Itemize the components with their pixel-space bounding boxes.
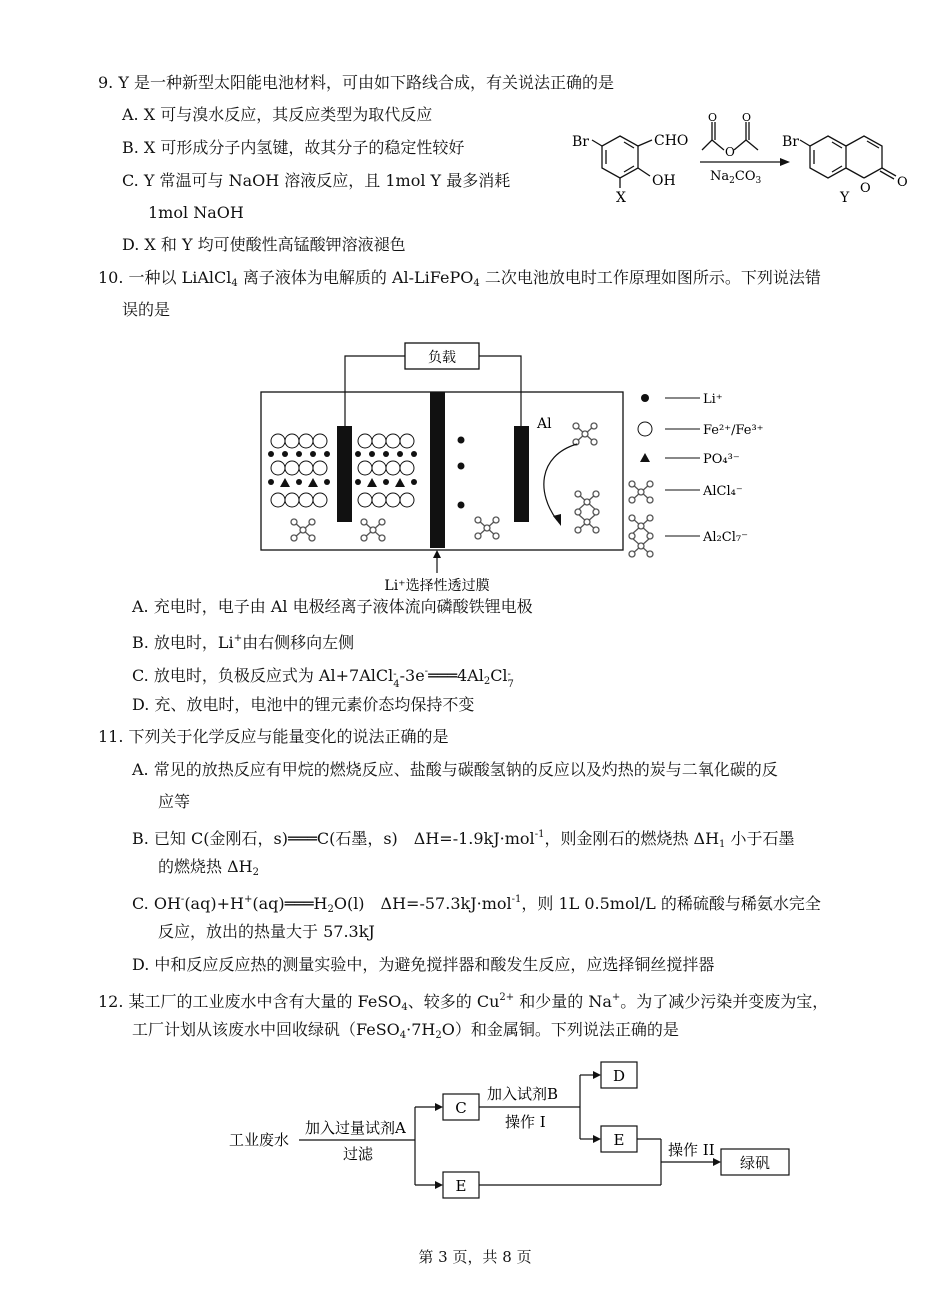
flow-e-lower-label: E xyxy=(455,1177,467,1195)
flow-waste-label: 工业废水 xyxy=(229,1131,290,1149)
y-ring-o: O xyxy=(860,181,871,196)
x-oh-label: OH xyxy=(652,173,676,189)
q11-option-d: D. 中和反应反应热的测量实验中，为避免搅拌器和酸发生反应，应选择铜丝搅拌器 xyxy=(132,955,715,974)
flow-e-upper-label: E xyxy=(613,1131,625,1149)
x-compound-label: X xyxy=(616,190,626,206)
legend-alcl4-marker xyxy=(629,481,653,503)
al-label: Al xyxy=(537,416,552,432)
flow-c-label: C xyxy=(455,1099,467,1117)
legend-fe-label: Fe²⁺/Fe³⁺ xyxy=(703,423,764,438)
battery-diagram xyxy=(255,340,795,595)
left-wire xyxy=(345,356,405,430)
reagent-na2co3: $Na_2CO_3$ xyxy=(710,169,762,186)
q11-option-a: A. 常见的放热反应有甲烷的燃烧反应、盐酸与碳酸氢钠的反应以及灼热的炭与二氧化碳的反 xyxy=(132,760,778,779)
legend-po4-marker xyxy=(640,453,650,462)
q9-reaction-scheme xyxy=(560,110,920,210)
q10-option-b: B. 放电时，Li+由右侧移向左侧 xyxy=(132,633,355,652)
x-br-label: Br xyxy=(572,134,589,150)
legend-po4-label: PO₄³⁻ xyxy=(703,452,740,467)
right-wire xyxy=(479,356,521,430)
flow-op1-label: 操作 I xyxy=(505,1113,546,1131)
y-compound-label: Y xyxy=(840,190,850,206)
q10-option-d: D. 充、放电时，电池中的锂元素价态均保持不变 xyxy=(132,695,475,714)
membrane-pointer-head xyxy=(433,550,441,558)
lifepo4-electrode xyxy=(337,426,352,522)
legend-al2cl7-marker xyxy=(629,515,653,557)
q11-option-b: B. 已知 C(金刚石，s)═══C(石墨，s) ΔH=-1.9kJ·mol$^{-1}$，则金刚石的燃烧热 $\Delta H_1$ 小于石墨 xyxy=(132,829,795,850)
q9-option-c-cont: 1mol NaOH xyxy=(148,203,244,222)
lifepo4-lattice-right xyxy=(358,434,414,507)
legend-li-marker xyxy=(641,394,649,402)
flow-product-label: 绿矾 xyxy=(739,1154,771,1172)
compound-x xyxy=(592,136,652,188)
reaction-arrowhead xyxy=(780,158,790,166)
q11-option-a-cont: 应等 xyxy=(158,792,191,811)
q10-option-c: C. 放电时，负极反应式为 Al+7AlCl- $4-3e^-═══4Al_2Cl-$ 7 xyxy=(132,666,514,690)
flow-reagent-b-label: 加入试剂B xyxy=(487,1085,559,1103)
membrane xyxy=(430,392,445,548)
legend xyxy=(629,392,764,557)
legend-fe-marker xyxy=(638,422,652,436)
legend-alcl4-label: AlCl₄⁻ xyxy=(703,484,743,499)
q12-stem-cont: 工厂计划从该废水中回收绿矾$(FeSO_4\cdot 7H_2O)$和金属铜。下列说法正确的是 xyxy=(132,1020,679,1041)
curved-arrowhead xyxy=(553,514,561,526)
membrane-label: Li⁺选择性透过膜 xyxy=(384,578,490,594)
compound-y xyxy=(800,136,896,179)
q9-option-a: A. X 可与溴水反应，其反应类型为取代反应 xyxy=(122,105,433,124)
q11-option-c: C. $OH^-(aq)+H^+(aq)═══H_2O(l)$ ΔH=-57.3kJ·mol$^{-1}$，则 1L 0.5mol/L 的稀硫酸与稀氨水完全 xyxy=(132,894,821,915)
flow-filter-label: 过滤 xyxy=(343,1145,374,1163)
q10-option-a: A. 充电时，电子由 Al 电极经离子液体流向磷酸铁锂电极 xyxy=(132,597,533,616)
q11-stem: 11. 下列关于化学反应与能量变化的说法正确的是 xyxy=(98,727,449,746)
lifepo4-lattice-left xyxy=(271,434,327,507)
anhydride-o-top-1: O xyxy=(708,111,718,124)
q9-stem: 9. Y 是一种新型太阳能电池材料，可由如下路线合成，有关说法正确的是 xyxy=(98,73,615,92)
q11-option-c-cont: 反应，放出的热量大于 57.3kJ xyxy=(158,922,375,941)
q9-option-d: D. X 和 Y 均可使酸性高锰酸钾溶液褪色 xyxy=(122,235,406,254)
process-flow-diagram xyxy=(225,1055,805,1205)
li-ions-electrolyte xyxy=(458,437,465,509)
y-br-label: Br xyxy=(782,134,799,150)
al2cl7-molecule xyxy=(575,491,599,533)
q12-stem: 12. 某工厂的工业废水中含有大量的 FeSO$_4$、较多的 $Cu^{2+}$ 和少量的 Na+。为了减少污染并变废为宝， xyxy=(98,992,829,1013)
legend-al2cl7-label: Al₂Cl₇⁻ xyxy=(703,530,748,545)
legend-li-label: Li⁺ xyxy=(703,392,723,407)
reaction-curved-arrow xyxy=(544,444,577,520)
anhydride-o: O xyxy=(725,145,735,159)
flow-op2-label: 操作 II xyxy=(668,1141,715,1159)
q11-option-b-cont: 的燃烧热 $\Delta H_2$ xyxy=(158,857,259,878)
y-keto-o: O xyxy=(897,175,908,190)
q10-stem-cont: 误的是 xyxy=(122,300,171,319)
page-footer: 第 3 页，共 8 页 xyxy=(418,1248,532,1266)
q9-option-c: C. Y 常温可与 NaOH 溶液反应，且 1mol Y 最多消耗 xyxy=(122,171,511,190)
anhydride-o-top-2: O xyxy=(742,111,752,124)
x-cho-label: CHO xyxy=(654,133,689,149)
q10-stem: 10. 一种以 LiAlCl$_4$ 离子液体为电解质的 Al-LiFePO$_4$ 二次电池放电时工作原理如图所示。下列说法错 xyxy=(98,268,821,289)
load-label: 负载 xyxy=(428,350,456,366)
q9-option-b: B. X 可形成分子内氢键，故其分子的稳定性较好 xyxy=(122,138,465,157)
flow-d-label: D xyxy=(612,1067,626,1085)
flow-reagent-a-label: 加入过量试剂A xyxy=(305,1119,406,1137)
al-electrode xyxy=(514,426,529,522)
